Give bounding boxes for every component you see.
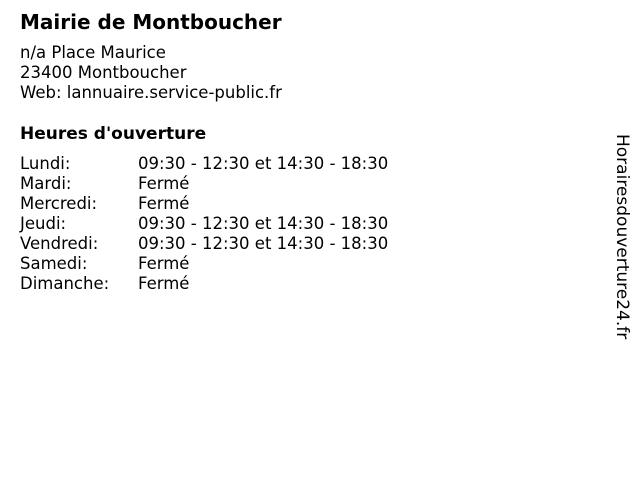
day-label: Vendredi: bbox=[20, 234, 99, 253]
hours-row-mardi bbox=[20, 174, 388, 194]
day-hours: Fermé bbox=[138, 254, 190, 273]
day-label: Mercredi: bbox=[20, 194, 98, 213]
hours-row-samedi bbox=[20, 254, 388, 274]
hours-row-mercredi bbox=[20, 194, 388, 214]
day-hours: Fermé bbox=[138, 274, 190, 293]
day-label: Lundi: bbox=[20, 154, 71, 173]
day-hours: 09:30 - 12:30 et 14:30 - 18:30 bbox=[138, 214, 389, 233]
day-label: Jeudi: bbox=[20, 214, 67, 233]
side-brand-text: Horairesdouverture24.fr bbox=[612, 134, 632, 340]
side-brand-watermark bbox=[612, 134, 632, 344]
day-hours: 09:30 - 12:30 et 14:30 - 18:30 bbox=[138, 154, 389, 173]
day-label: Samedi: bbox=[20, 254, 88, 273]
hours-row-jeudi bbox=[20, 214, 388, 234]
hours-row-vendredi bbox=[20, 234, 388, 254]
address-web: Web: lannuaire.service-public.fr bbox=[20, 83, 282, 102]
day-label: Dimanche: bbox=[20, 274, 110, 293]
day-label: Mardi: bbox=[20, 174, 72, 193]
address-street: n/a Place Maurice bbox=[20, 43, 166, 62]
hours-heading: Heures d'ouverture bbox=[20, 124, 207, 144]
day-hours: 09:30 - 12:30 et 14:30 - 18:30 bbox=[138, 234, 389, 253]
page-title: Mairie de Montboucher bbox=[20, 10, 282, 34]
hours-list bbox=[20, 154, 388, 294]
hours-row-lundi bbox=[20, 154, 388, 174]
address-block bbox=[20, 43, 282, 103]
day-hours: Fermé bbox=[138, 194, 190, 213]
address-city: 23400 Montboucher bbox=[20, 63, 187, 82]
day-hours: Fermé bbox=[138, 174, 190, 193]
hours-row-dimanche bbox=[20, 274, 388, 294]
